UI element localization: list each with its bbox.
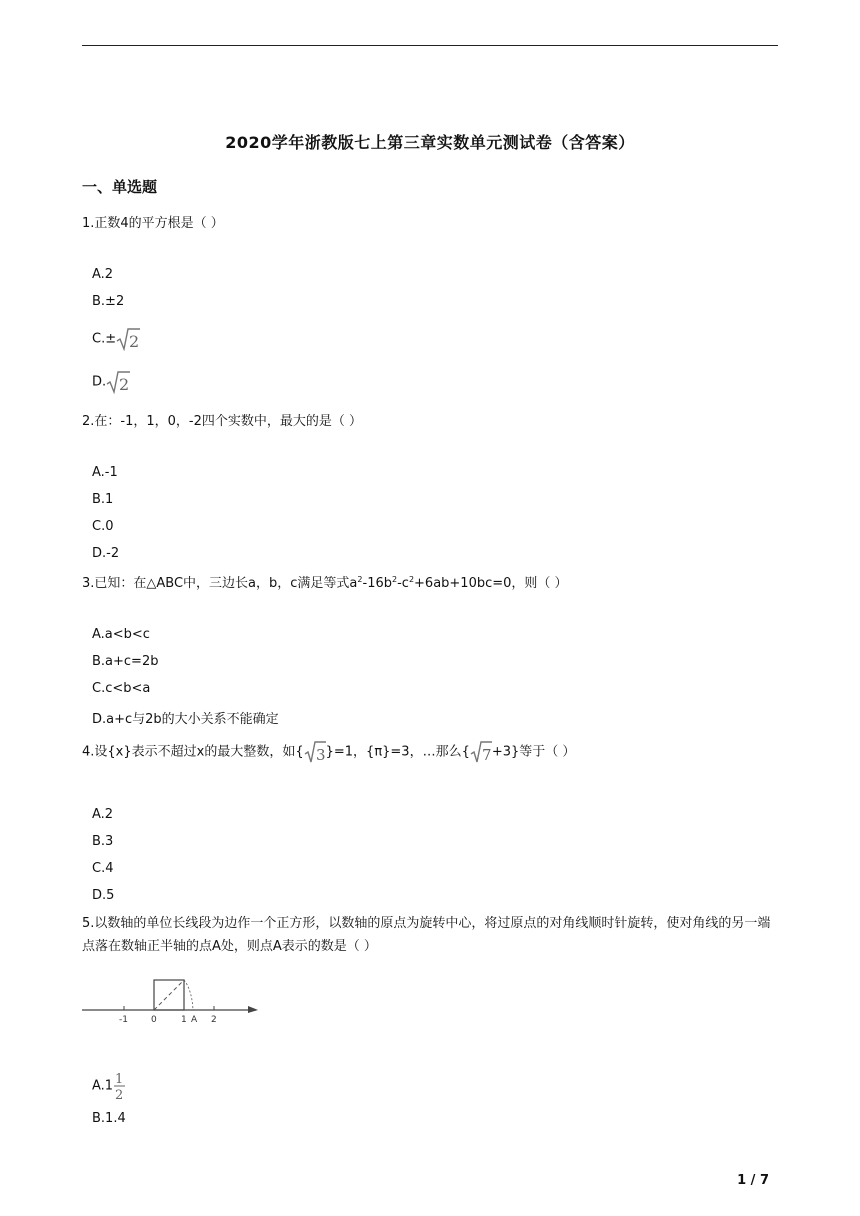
stem-text: }=1，{π}=3，…那么{: [325, 744, 470, 760]
question-5-option-a: [92, 1070, 127, 1102]
question-4-option-b: B.3: [92, 834, 114, 849]
page-number: 1 / 7: [737, 1173, 769, 1188]
square-root-icon: [470, 740, 492, 764]
stem-text: -16b: [362, 576, 392, 591]
square-root-icon: [304, 740, 326, 764]
tick-label-2: 2: [211, 1015, 217, 1025]
number-line-figure: [82, 968, 262, 1028]
rotation-arc: [184, 980, 193, 1010]
stem-text: +3}等于（ ）: [491, 744, 576, 760]
tick-label-neg1: -1: [119, 1015, 128, 1025]
stem-text: 3.已知：在△ABC中，三边长a，b，c满足等式a: [82, 576, 358, 591]
stem-text: +6ab+10bc=0，则（ ）: [414, 576, 568, 591]
numerator: 1: [115, 1072, 124, 1087]
question-3-option-d: D.a+c与2b的大小关系不能确定: [92, 712, 279, 727]
stem-text: -c: [397, 576, 409, 591]
stem-text: 4.设{x}表示不超过x的最大整数，如{: [82, 744, 304, 760]
question-1-option-a: A.2: [92, 267, 114, 282]
section-heading: 一、单选题: [82, 178, 158, 196]
point-label-a: A: [191, 1015, 198, 1025]
exponent: 2: [357, 575, 363, 584]
document-title: 2020学年浙教版七上第三章实数单元测试卷（含答案）: [225, 133, 635, 152]
arrow-head-icon: [248, 1006, 258, 1013]
question-3-option-a: A.a<b<c: [92, 627, 150, 642]
question-4-stem: [82, 740, 575, 764]
question-2-option-c: C.0: [92, 519, 114, 534]
diagonal: [154, 980, 184, 1010]
question-4-option-a: A.2: [92, 807, 114, 822]
radicand: 2: [129, 332, 140, 351]
question-2-option-d: D.-2: [92, 546, 120, 561]
question-3-stem: [82, 572, 568, 591]
square-root-icon: [106, 370, 130, 394]
question-2-option-a: A.-1: [92, 465, 118, 480]
fraction-one-half: [113, 1070, 127, 1102]
question-1-stem: 1.正数4的平方根是（ ）: [82, 216, 224, 231]
question-3-option-b: B.a+c=2b: [92, 654, 159, 669]
radicand: 2: [119, 375, 130, 394]
option-c-prefix: C.±: [92, 331, 117, 347]
denominator: 2: [115, 1088, 124, 1102]
exponent: 2: [408, 575, 415, 584]
question-3-option-c: C.c<b<a: [92, 681, 151, 696]
header-rule: [82, 45, 778, 46]
question-5-stem: 5.以数轴的单位长线段为边作一个正方形，以数轴的原点为旋转中心，将过原点的对角线顺时针旋转，使对角线的另一端点落在数轴正半轴的点A处，则点A表示的数是（ ）: [82, 916, 771, 954]
option-a-prefix: A.1: [92, 1078, 114, 1094]
question-1-option-d: [92, 370, 130, 394]
question-4-option-c: C.4: [92, 861, 114, 876]
tick-label-0: 0: [151, 1015, 157, 1025]
question-1-option-b: B.±2: [92, 294, 125, 309]
question-2-stem: 2.在：-1，1，0，-2四个实数中，最大的是（ ）: [82, 414, 363, 429]
question-4-option-d: D.5: [92, 888, 115, 903]
square-root-icon: [116, 327, 140, 351]
option-d-prefix: D.: [92, 374, 107, 390]
exponent: 2: [392, 575, 398, 584]
radicand: 3: [315, 746, 326, 764]
tick-label-1: 1: [181, 1015, 187, 1025]
question-5-option-b: B.1.4: [92, 1111, 126, 1126]
question-2-option-b: B.1: [92, 492, 114, 507]
radicand: 7: [481, 746, 492, 764]
question-1-option-c: [92, 327, 140, 351]
